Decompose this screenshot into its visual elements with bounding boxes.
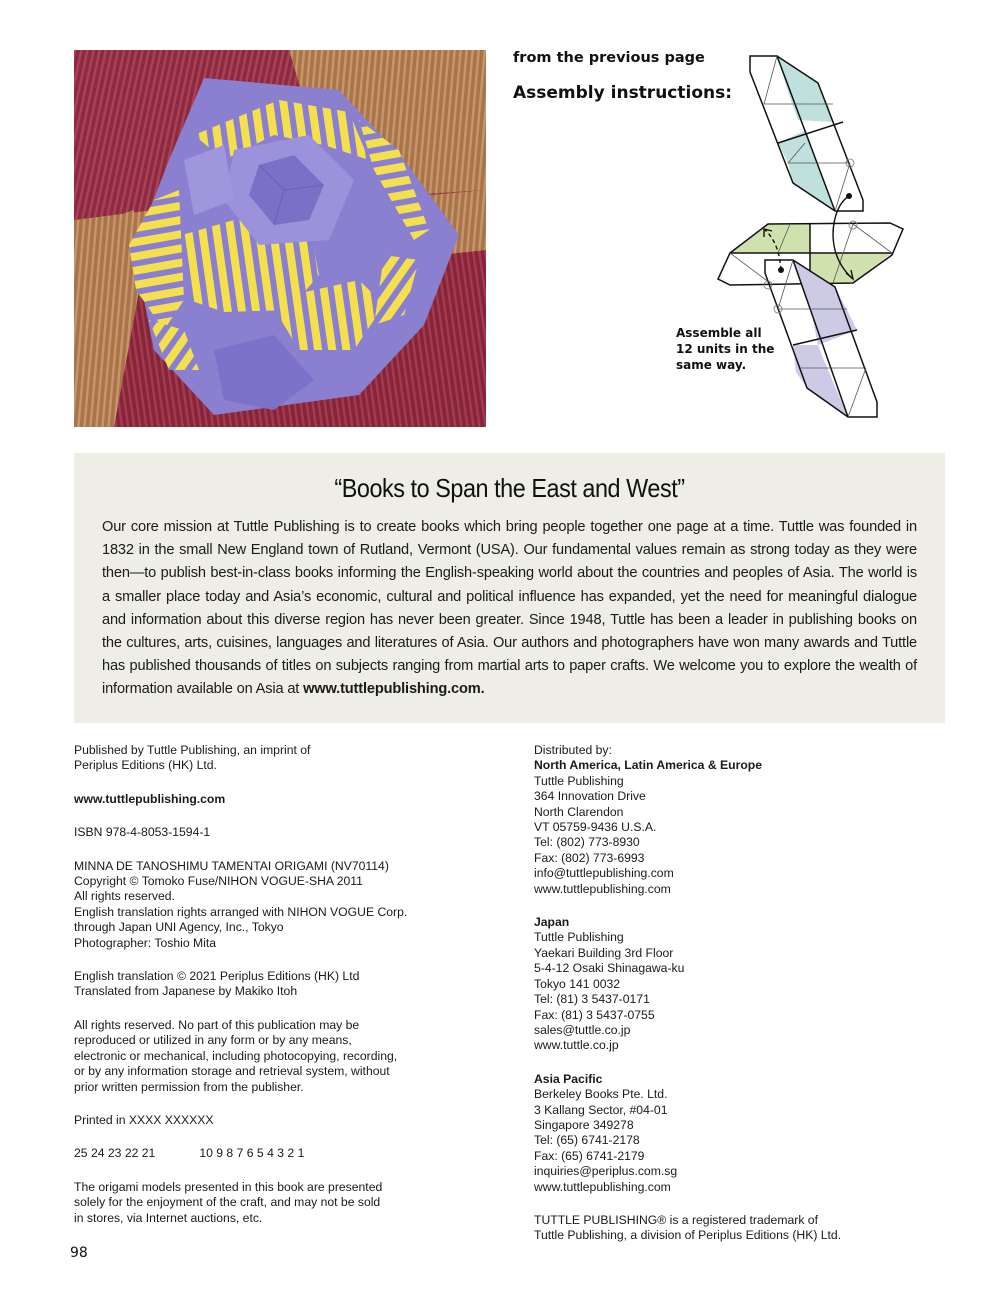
printed-in: Printed in XXXX XXXXXX — [74, 1112, 214, 1127]
address-line: North Clarendon — [534, 804, 624, 819]
address-line: Tuttle Publishing — [534, 930, 624, 945]
diagram-unit-top — [750, 56, 863, 211]
region-asia-pacific — [534, 1072, 914, 1195]
diagram-unit-middle — [718, 221, 903, 285]
website-link[interactable]: www.tuttlepublishing.com — [74, 791, 226, 806]
print-run: 10 9 8 7 6 5 4 3 2 1 — [199, 1146, 305, 1161]
copyright-line: Photographer: Toshio Mita — [74, 935, 217, 950]
rights-line: electronic or mechanical, including photocopying, recording, — [74, 1048, 398, 1063]
assembly-heading: Assembly instructions: — [513, 83, 733, 103]
address-line: Singapore 349278 — [534, 1117, 634, 1132]
address-line: Tokyo 141 0032 — [534, 976, 621, 991]
mission-body — [102, 516, 917, 702]
address-line: 5-4-12 Osaki Shinagawa-ku — [534, 961, 685, 976]
email-link[interactable]: inquiries@periplus.com.sg — [534, 1164, 678, 1179]
continued-label: from the previous page — [513, 50, 705, 66]
rights-notice — [74, 1018, 454, 1095]
mission-title: “Books to Span the East and West” — [334, 473, 685, 503]
website-link[interactable]: www.tuttle.co.jp — [534, 1038, 619, 1053]
print-years: 25 24 23 22 21 — [74, 1146, 156, 1161]
publisher-line: Periplus Editions (HK) Ltd. — [74, 758, 217, 773]
rights-line: or by any information storage and retrieval system, without — [74, 1064, 390, 1079]
trademark-notice — [534, 1213, 914, 1244]
trademark-line: Tuttle Publishing, a division of Periplus Editions (HK) Ltd. — [534, 1228, 842, 1243]
fax-line: Fax: (65) 6741-2179 — [534, 1148, 645, 1163]
translation-line: English translation © 2021 Periplus Editions (HK) Ltd — [74, 969, 360, 984]
distribution-column — [534, 743, 914, 1244]
publisher-line: Published by Tuttle Publishing, an imprint of — [74, 743, 311, 757]
disclaimer-line: in stores, via Internet auctions, etc. — [74, 1210, 263, 1225]
translation-info — [74, 969, 454, 1000]
trademark-line: TUTTLE PUBLISHING® is a registered trademark of — [534, 1212, 818, 1227]
region-japan — [534, 915, 914, 1054]
mission-body-text: Our core mission at Tuttle Publishing is to create books which bring people together one page at a time. Tuttle was founded in 1832 in the small New England town of Rutland, Vermont (USA). Our fundamental values remain as strong today as they were then—to publish best-in-class books informing the English-speaking world about the countries and peoples of Asia. The world is a smaller place today and Asia’s economic, cultural and political influence has expanded, yet the need for meaningful dialogue and information about this diverse region has never been greater. Since 1948, Tuttle has been a leader in publishing books on the cultures, arts, cuisines, languages and literatures of Asia. Our authors and photographers have won many awards and Tuttle has published thousands of titles on subjects ranging from martial arts to paper crafts. We welcome you to explore the wealth of information available on Asia at — [102, 519, 917, 698]
fax-line: Fax: (81) 3 5437-0755 — [534, 1007, 655, 1022]
distributed-by-label: Distributed by: — [534, 743, 612, 757]
disclaimer-line: The origami models presented in this book are presented — [74, 1179, 383, 1194]
isbn: ISBN 978-4-8053-1594-1 — [74, 825, 211, 840]
assemble-note — [676, 325, 774, 373]
region-name: North America, Latin America & Europe — [534, 758, 763, 773]
copyright-line: All rights reserved. — [74, 889, 175, 904]
phone-line: Tel: (81) 3 5437-0171 — [534, 992, 650, 1007]
mission-box — [74, 453, 945, 723]
region-name: Japan — [534, 915, 570, 930]
disclaimer-line: solely for the enjoyment of the craft, and may not be sold — [74, 1195, 381, 1210]
page-number: 98 — [70, 1245, 88, 1261]
origami-photo — [74, 50, 486, 427]
copyright-line: through Japan UNI Agency, Inc., Tokyo — [74, 920, 284, 935]
publisher-info — [74, 743, 454, 774]
email-link[interactable]: info@tuttlepublishing.com — [534, 866, 674, 881]
copyright-info — [74, 859, 454, 951]
copyright-line: MINNA DE TANOSHIMU TAMENTAI ORIGAMI (NV70114) — [74, 858, 389, 873]
phone-line: Tel: (802) 773-8930 — [534, 835, 640, 850]
fax-line: Fax: (802) 773-6993 — [534, 850, 645, 865]
email-link[interactable]: sales@tuttle.co.jp — [534, 1022, 631, 1037]
address-line: Yaekari Building 3rd Floor — [534, 945, 674, 960]
address-line: Tuttle Publishing — [534, 773, 624, 788]
rights-line: prior written permission from the publisher. — [74, 1079, 304, 1094]
colophon-column — [74, 743, 454, 1226]
website-link[interactable]: www.tuttlepublishing.com — [534, 881, 671, 896]
rights-line: reproduced or utilized in any form or by any means, — [74, 1033, 352, 1048]
assemble-note-line: 12 units in the — [676, 342, 775, 356]
assemble-note-line: same way. — [676, 358, 747, 372]
diagram-arrows — [764, 193, 853, 279]
translation-line: Translated from Japanese by Makiko Itoh — [74, 984, 298, 999]
copyright-line: English translation rights arranged with NIHON VOGUE Corp. — [74, 904, 408, 919]
assemble-note-line: Assemble all — [676, 326, 762, 340]
region-name: Asia Pacific — [534, 1071, 603, 1086]
origami-photo-illustration — [74, 50, 486, 427]
mission-url-link[interactable]: www.tuttlepublishing.com. — [303, 681, 485, 698]
address-line: 364 Innovation Drive — [534, 789, 646, 804]
rights-line: All rights reserved. No part of this publication may be — [74, 1017, 360, 1032]
phone-line: Tel: (65) 6741-2178 — [534, 1133, 640, 1148]
address-line: 3 Kallang Sector, #04-01 — [534, 1102, 668, 1117]
region-north-america — [534, 758, 914, 897]
diagram-unit-bottom — [764, 260, 877, 417]
address-line: Berkeley Books Pte. Ltd. — [534, 1087, 668, 1102]
print-line — [74, 1146, 454, 1161]
copyright-line: Copyright © Tomoko Fuse/NIHON VOGUE-SHA 2011 — [74, 874, 363, 889]
address-line: VT 05759-9436 U.S.A. — [534, 820, 657, 835]
website-link[interactable]: www.tuttlepublishing.com — [534, 1179, 671, 1194]
disclaimer — [74, 1180, 454, 1226]
